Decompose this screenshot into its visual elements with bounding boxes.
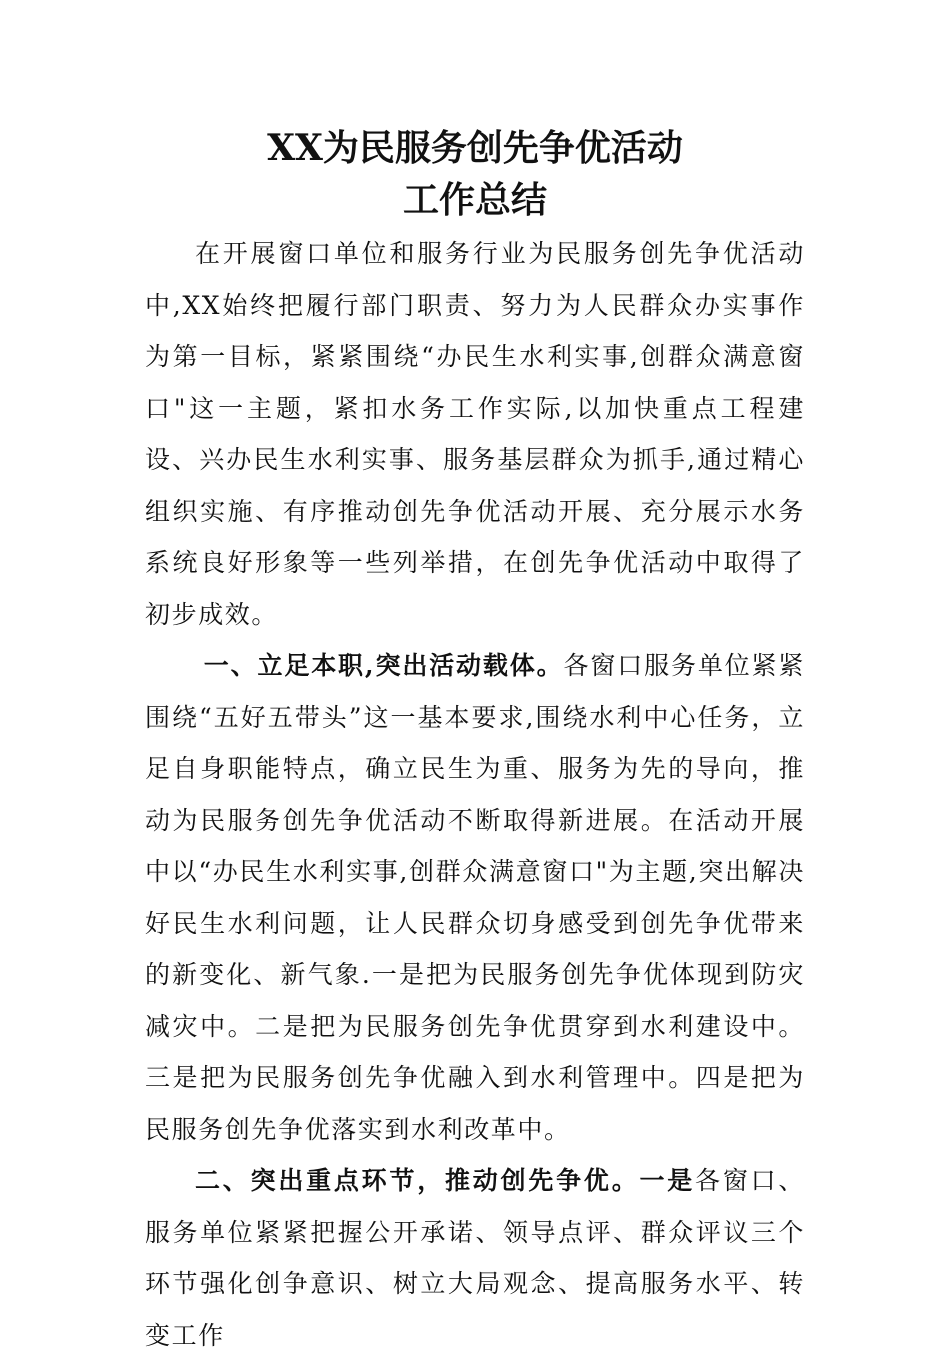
document-title-line1: XX为民服务创先争优活动 <box>267 127 683 169</box>
section2-paragraph <box>145 1155 805 1361</box>
intro-paragraph: 在开展窗口单位和服务行业为民服务创先争优活动中,XX始终把履行部门职责、努力为人民群众办实事作为第一目标，紧紧围绕“办民生水利实事,创群众满意窗口"这一主题，紧扣水务工作实际,以加快重点工程建设、兴办民生水利实事、服务基层群众为抓手,通过精心组织实施、有序推动创先争优活动开展、充分展示水务系统良好形象等一些列举措，在创先争优活动中取得了初步成效。 <box>145 239 805 629</box>
section1-body: 各窗口服务单位紧紧围绕“五好五带头”这一基本要求,围绕水利中心任务，立足自身职能特点，确立民生为重、服务为先的导向，推动为民服务创先争优活动不断取得新进展。在活动开展中以“办民生水利实事,创群众满意窗口"为主题,突出解决好民生水利问题，让人民群众切身感受到创先争优带来的新变化、新气象.一是把为民服务创先争优体现到防灾减灾中。二是把为民服务创先争优贯穿到水利建设中。三是把为民服务创先争优融入到水利管理中。四是把为民服务创先争优落实到水利改革中。 <box>145 651 806 1144</box>
section2-heading: 二、突出重点环节，推动创先争优。 <box>195 1166 640 1195</box>
section2-lead-word: 一是 <box>639 1166 696 1195</box>
document-title-line2: 工作总结 <box>402 179 547 221</box>
section1-paragraph <box>145 640 805 1155</box>
section1-heading: 一、立足本职,突出活动载体。 <box>203 651 564 680</box>
document-page <box>145 122 805 1361</box>
section2-body: 各窗口、服务单位紧紧把握公开承诺、领导点评、群众评议三个环节强化创争意识、树立大局观念、提高服务水平、转变工作 <box>145 1166 805 1350</box>
